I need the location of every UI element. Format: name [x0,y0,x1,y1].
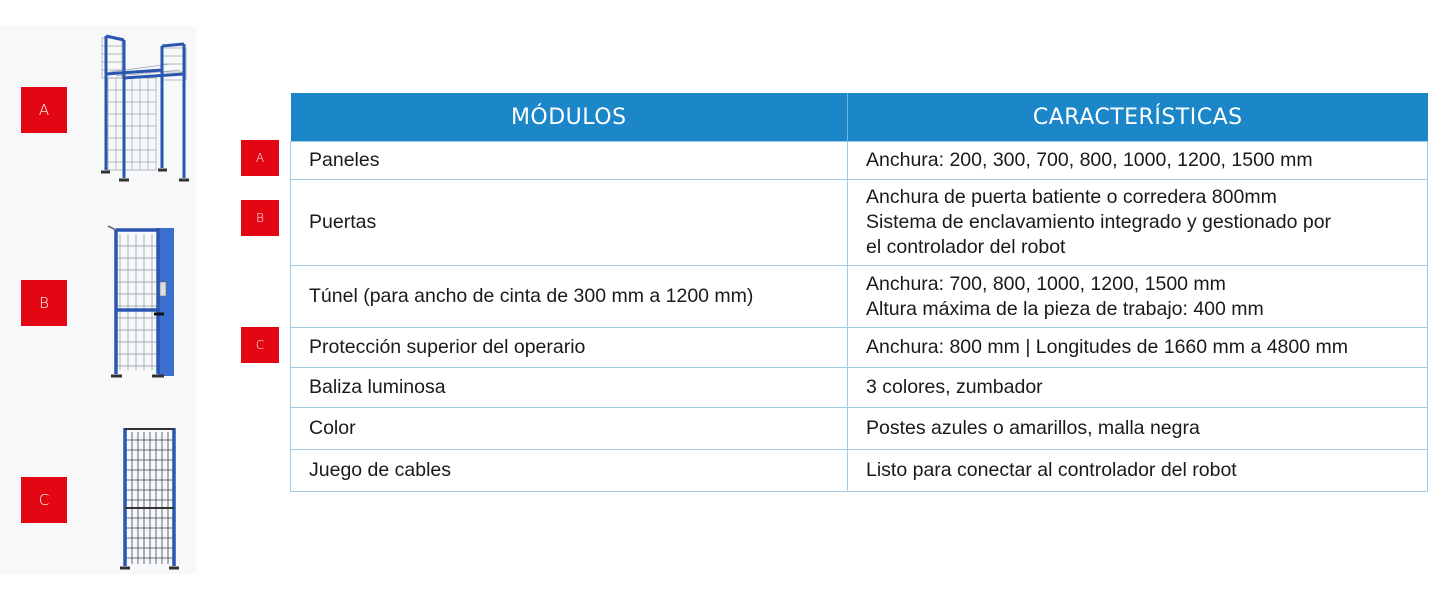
module-cell: Color [291,408,848,450]
feature-line: Postes azules o amarillos, malla negra [866,417,1200,439]
feature-line: Listo para conectar al controlador del robot [866,459,1237,481]
row-marker-b: B [241,200,279,236]
feature-cell [848,408,1428,450]
feature-line: Anchura: 800 mm | Longitudes de 1660 mm a 4800 mm [866,336,1348,358]
feature-cell [848,450,1428,492]
side-label-b: B [21,280,67,326]
row-marker-a: A [241,140,279,176]
feature-line: Anchura: 700, 800, 1000, 1200, 1500 mm [866,272,1226,295]
table-row [291,450,1428,492]
feature-line: Sistema de enclavamiento integrado y gestionado por [866,211,1332,233]
fence-image-a [96,30,192,186]
side-label-c: C [21,477,67,523]
feature-line: Anchura: 200, 300, 700, 800, 1000, 1200, 1500 mm [866,149,1313,171]
feature-cell [848,328,1428,368]
table-row [291,408,1428,450]
table-row [291,180,1428,266]
table-row [291,142,1428,180]
feature-line: Altura máxima de la pieza de trabajo: 400 mm [866,297,1264,320]
module-cell: Juego de cables [291,450,848,492]
fence-image-b [106,222,198,382]
table-header-row [291,93,1428,142]
feature-line: el controlador del robot [866,236,1066,258]
module-cell: Puertas [291,180,848,266]
module-cell: Baliza luminosa [291,368,848,408]
row-marker-c: C [241,327,279,363]
modules-table [290,93,1428,492]
header-modulos: MÓDULOS [291,93,848,142]
feature-line: Anchura de puerta batiente o corredera 800mm [866,186,1277,208]
feature-cell [848,142,1428,180]
feature-line: 3 colores, zumbador [866,376,1043,398]
feature-cell [848,368,1428,408]
table-row [291,368,1428,408]
header-caracteristicas: CARACTERÍSTICAS [848,93,1428,142]
module-cell: Protección superior del operario [291,328,848,368]
module-cell: Paneles [291,142,848,180]
module-cell: Túnel (para ancho de cinta de 300 mm a 1200 mm) [291,266,848,328]
table-row [291,328,1428,368]
table-row [291,266,1428,328]
fence-image-c [116,424,182,574]
feature-cell [848,266,1428,328]
side-label-a: A [21,87,67,133]
feature-cell [848,180,1428,266]
